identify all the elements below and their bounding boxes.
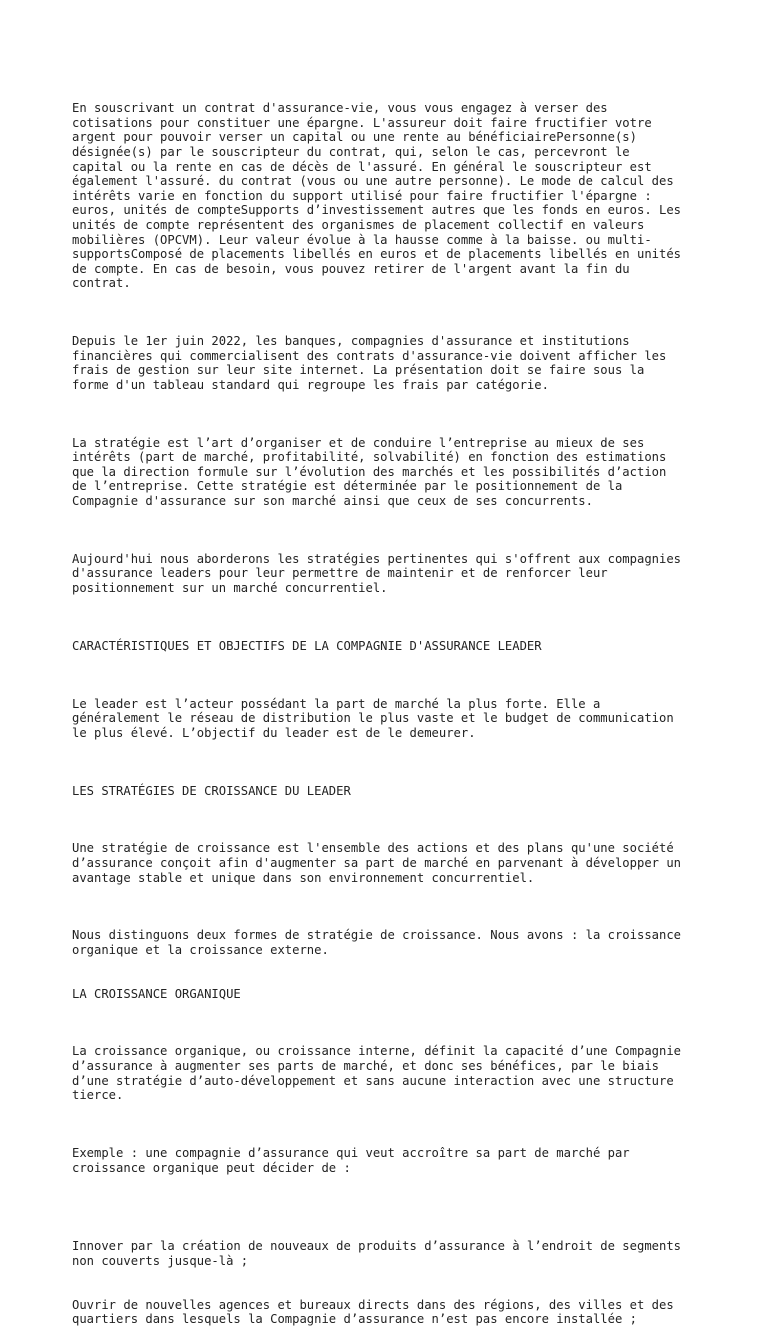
- paragraph-deux-formes: Nous distinguons deux formes de stratégie de croissance. Nous avons : la croissance organique et la croissance externe.: [72, 928, 682, 957]
- heading-croissance-organique: LA CROISSANCE ORGANIQUE: [72, 986, 241, 1001]
- paragraph-leader: Le leader est l’acteur possédant la part de marché la plus forte. Elle a généralement le réseau de distribution le plus vaste et le budget de communication le plus élevé. L’objectif du leader est de le demeurer.: [72, 696, 674, 740]
- paragraph-strategie-croissance: Une stratégie de croissance est l'ensemble des actions et des plans qu'une société d’assurance conçoit afin d'augmenter sa part de marché en parvenant à développer un avantage stable et unique dans son environnement concurrentiel.: [72, 841, 682, 885]
- paragraph-exemple: Exemple : une compagnie d’assurance qui veut accroître sa part de marché par croissance organique peut décider de :: [72, 1146, 630, 1175]
- paragraph-croissance-organique: La croissance organique, ou croissance interne, définit la capacité d’une Compagnie d’assurance à augmenter ses parts de marché, et donc ses bénéfices, par le biais d’une stratégie d’auto-développement et sans aucune interaction avec une structure tierce.: [72, 1044, 682, 1103]
- paragraph-strategie: La stratégie est l’art d’organiser et de conduire l’entreprise au mieux de ses intérêts (part de marché, profitabilité, solvabilité) en fonction des estimations que la direction formule sur l’évolution des marchés et les possibilités d’action de l’entreprise. Cette stratégie est déterminée par le positionnement de la Compagnie d'assurance sur son marché ainsi que ceux de ses concurrents.: [72, 435, 667, 509]
- heading-caracteristiques: CARACTÉRISTIQUES ET OBJECTIFS DE LA COMPAGNIE D'ASSURANCE LEADER: [72, 638, 542, 653]
- list-item-ouvrir: Ouvrir de nouvelles agences et bureaux directs dans des régions, des villes et des quartiers dans lesquels la Compagnie d’assurance n’est pas encore installée ;: [72, 1297, 674, 1327]
- paragraph-assurance-vie: En souscrivant un contrat d'assurance-vie, vous vous engagez à verser des cotisations pour constituer une épargne. L'assureur doit faire fructifier votre argent pour pouvoir verser un capital ou une rente au bénéficiairePersonne(s) désignée(s) par le souscripteur du contrat, qui, selon le cas, percevront le capital ou la rente en cas de décès de l'assuré. En général le souscripteur est également l'assuré. du contrat (vous ou une autre personne). Le mode de calcul des intérêts varie en fonction du support utilisé pour faire fructifier l'épargne : euros, unités de compteSupports d’investissement autres que les fonds en euros. Les unités de compte représentent des organismes de placement collectif en valeurs mobilières (OPCVM). Leur valeur évolue à la hausse comme à la baisse. ou multi- supportsComposé de placements libellés en euros et de placements libellés en unités de compte. En cas de besoin, vous pouvez retirer de l'argent avant la fin du contrat.: [72, 101, 682, 291]
- document-page: [72, 72, 712, 1342]
- list-item-innover: Innover par la création de nouveaux de produits d’assurance à l’endroit de segments non couverts jusque-là ;: [72, 1239, 682, 1268]
- heading-strategies-croissance: LES STRATÉGIES DE CROISSANCE DU LEADER: [72, 783, 351, 798]
- paragraph-frais-gestion: Depuis le 1er juin 2022, les banques, compagnies d'assurance et institutions financières qui commercialisent des contrats d'assurance-vie doivent afficher les frais de gestion sur leur site internet. La présentation doit se faire sous la forme d'un tableau standard qui regroupe les frais par catégorie.: [72, 334, 667, 392]
- paragraph-aujourdhui: Aujourd'hui nous aborderons les stratégies pertinentes qui s'offrent aux compagnies d'assurance leaders pour leur permettre de maintenir et de renforcer leur positionnement sur un marché concurrentiel.: [72, 551, 682, 595]
